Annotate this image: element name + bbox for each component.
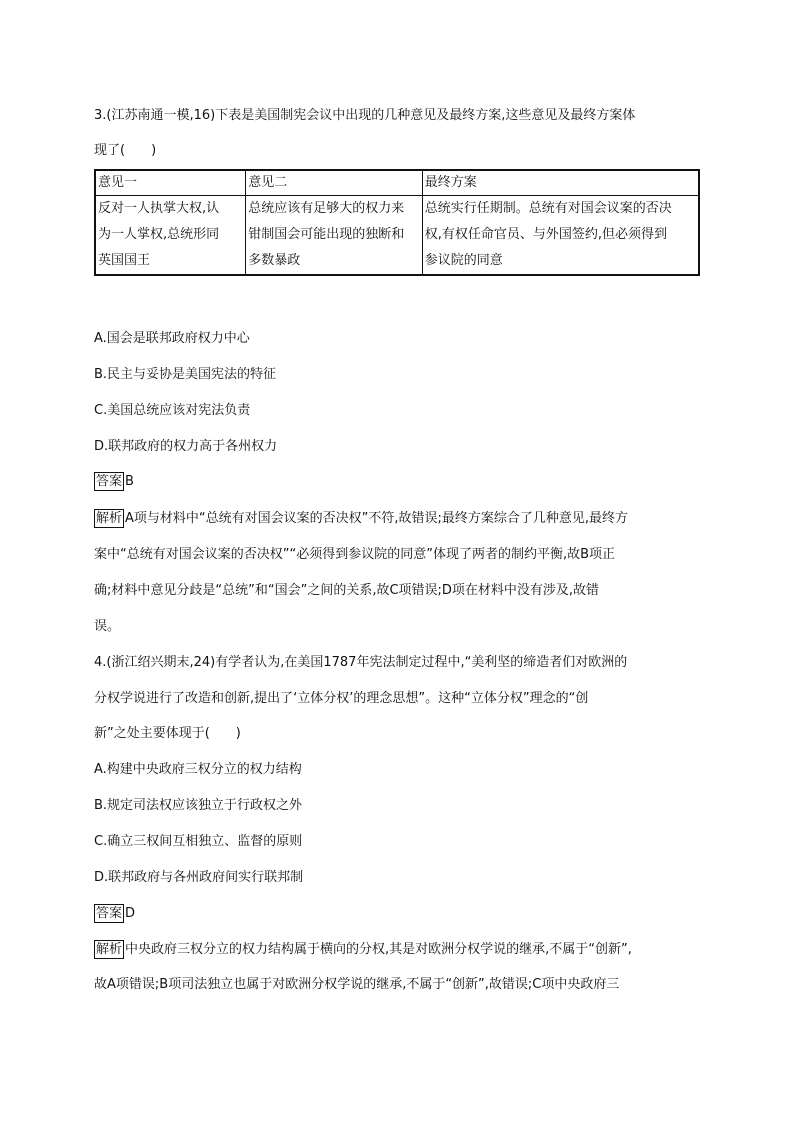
q4-option-d: D.联邦政府与各州政府间实行联邦制	[94, 870, 304, 885]
q4-stem-line-1: 4.(浙江绍兴期末,24)有学者认为,在美国1787年宪法制定过程中,“美利坚的缔造者们对欧洲的	[94, 655, 628, 670]
table-header-col3: 最终方案	[422, 170, 699, 196]
table-header-row	[95, 170, 699, 196]
q3-table	[94, 169, 700, 276]
analysis-text: A项与材料中“总统有对国会议案的否决权”不符,故错误;最终方案综合了几种意见,最终方	[125, 511, 629, 526]
q3-analysis-line-4: 误。	[94, 619, 121, 634]
q3-analysis-line-2: 案中“总统有对国会议案的否决权”“必须得到参议院的同意”体现了两者的制约平衡,故B项正	[94, 547, 615, 562]
cell-line: 反对一人执掌大权,认	[98, 201, 220, 216]
q4-answer	[94, 904, 135, 924]
analysis-text: 中央政府三权分立的权力结构属于横向的分权,其是对欧洲分权学说的继承,不属于“创新”,	[125, 942, 632, 957]
q3-option-a: A.国会是联邦政府权力中心	[94, 331, 250, 346]
cell-line: 总统实行任期制。总统有对国会议案的否决	[424, 201, 672, 216]
table-header-col1: 意见一	[95, 170, 246, 196]
table-cell-opinion-1	[95, 196, 246, 276]
q3-option-c: C.美国总统应该对宪法负责	[94, 403, 251, 418]
cell-line: 为一人掌权,总统形同	[98, 227, 220, 242]
q4-option-a: A.构建中央政府三权分立的权力结构	[94, 762, 302, 777]
q3-analysis-line-1	[94, 509, 628, 529]
q3-option-d: D.联邦政府的权力高于各州权力	[94, 439, 278, 454]
q3-stem-line-2: 现了( )	[94, 143, 157, 158]
q4-analysis-line-1	[94, 940, 632, 960]
answer-label: 答案	[96, 474, 123, 489]
q4-option-c: C.确立三权间互相独立、监督的原则	[94, 834, 303, 849]
analysis-label: 解析	[96, 942, 123, 957]
answer-label: 答案	[96, 906, 123, 921]
cell-line: 多数暴政	[248, 253, 301, 268]
cell-line: 权,有权任命官员、与外国签约,但必须得到	[424, 227, 667, 242]
q3-option-b: B.民主与妥协是美国宪法的特征	[94, 367, 277, 382]
q3-answer	[94, 472, 134, 492]
table-row	[95, 196, 699, 276]
answer-value: D	[125, 906, 136, 921]
q3-stem-line-1: 3.(江苏南通一模,16)下表是美国制宪会议中出现的几种意见及最终方案,这些意见及最终方案体	[94, 108, 636, 123]
cell-line: 总统应该有足够大的权力来	[248, 201, 405, 216]
q3-analysis-line-3: 确;材料中意见分歧是“总统”和“国会”之间的关系,故C项错误;D项在材料中没有涉及,故错	[94, 583, 600, 598]
answer-value: B	[125, 474, 134, 489]
q4-stem-line-3: 新”之处主要体现于( )	[94, 726, 241, 741]
analysis-label: 解析	[96, 511, 123, 526]
table-cell-opinion-2	[246, 196, 423, 276]
q4-analysis-line-2: 故A项错误;B项司法独立也属于对欧洲分权学说的继承,不属于“创新”,故错误;C项中央政府三	[94, 977, 620, 992]
cell-line: 英国国王	[98, 253, 151, 268]
cell-line: 参议院的同意	[424, 253, 503, 268]
cell-line: 钳制国会可能出现的独断和	[248, 227, 405, 242]
table-header-col2: 意见二	[246, 170, 423, 196]
q4-stem-line-2: 分权学说进行了改造和创新,提出了‘立体分权’的理念思想”。这种“立体分权”理念的“创	[94, 691, 589, 706]
q4-option-b: B.规定司法权应该独立于行政权之外	[94, 798, 303, 813]
table-cell-final-plan	[422, 196, 699, 276]
